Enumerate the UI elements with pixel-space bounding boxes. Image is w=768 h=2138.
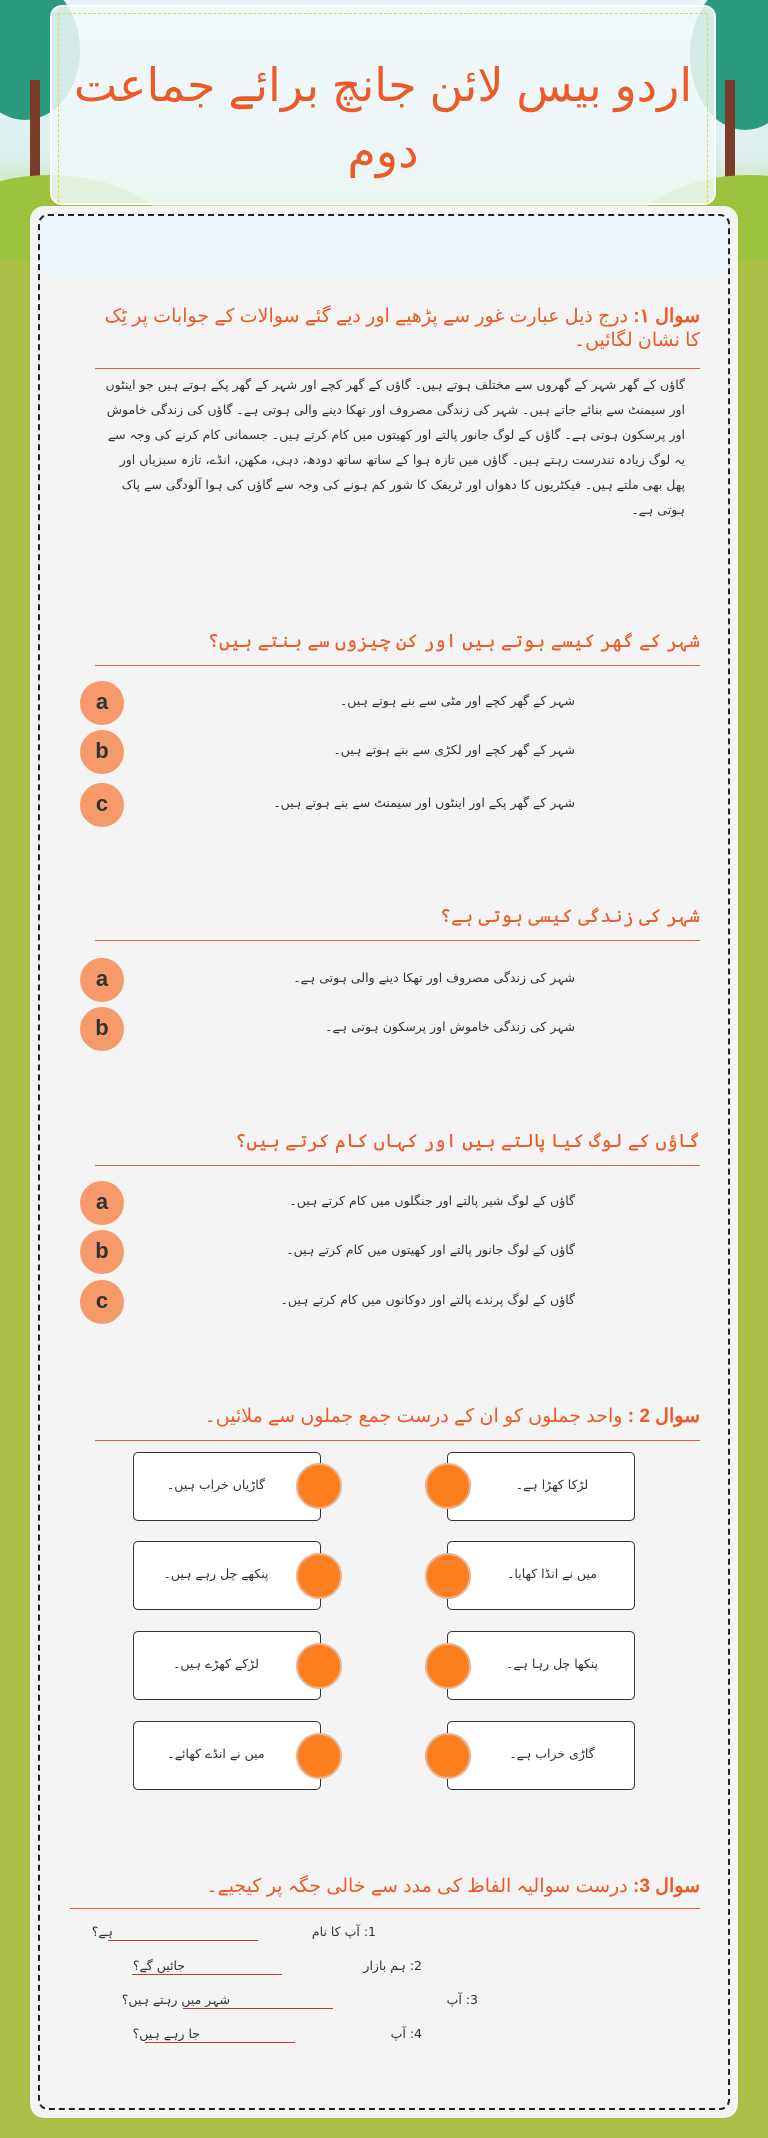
fill-blank-2: 2: ہم بازار جائیں گے؟ <box>132 1958 422 1973</box>
option-letter: b <box>80 730 124 774</box>
reading-passage: گاؤں کے گھر شہر کے گھروں سے مختلف ہوتے ہیں۔ گاؤں کے گھر کچے اور شہر کے گھر پکے ہوتے ہیں جو اینٹوں اور سیمنٹ سے بنائے جاتے ہیں۔ شہر کی زندگی مصروف اور تھکا دینے والی ہوتی ہے۔ گاؤں کی زندگی خاموش اور پرسکون ہوتی ہے۔ گاؤں کے لوگ جانور پالتے اور کھیتوں میں کام کرتے ہیں۔ جسمانی کام کرنے کی وجہ سے یہ لوگ زیادہ تندرست رہتے ہیں۔ گاؤں میں تازہ ہوا کے ساتھ ساتھ دودھ، دہی، مکھن، انڈے، تازہ سبزیاں اور پھل بھی ملتے ہیں۔ فیکٹریوں کا دھواں اور ٹریفک کا شور کم ہونے کی وجہ سے گاؤں کی ہوا آلودگی سے پاک ہوتی ہے۔ <box>105 377 685 517</box>
match-right-4: گاڑی خراب ہے۔ <box>447 1721 635 1790</box>
fill-blank-4: 4: آپ جا رہے ہیں؟ <box>132 2026 422 2041</box>
match-left-3: لڑکے کھڑے ہیں۔ <box>133 1631 321 1700</box>
option-3b[interactable] <box>80 1230 680 1274</box>
match-right-2: میں نے انڈا کھایا۔ <box>447 1541 635 1610</box>
match-dot-left-4[interactable] <box>296 1733 342 1779</box>
option-letter: b <box>80 1007 124 1051</box>
divider <box>95 368 700 369</box>
option-text: شہر کے گھر کچے اور لکڑی سے بنے ہوتے ہیں۔ <box>333 742 575 757</box>
option-1c[interactable] <box>80 783 680 827</box>
option-text: گاؤں کے لوگ جانور پالتے اور کھیتوں میں کام کرتے ہیں۔ <box>286 1242 575 1257</box>
match-left-4: میں نے انڈے کھائے۔ <box>133 1721 321 1790</box>
match-left-1: گاڑیاں خراب ہیں۔ <box>133 1452 321 1521</box>
option-text: گاؤں کے لوگ پرندے پالتے اور دوکانوں میں کام کرتے ہیں۔ <box>280 1292 575 1307</box>
section2-heading: سوال 2 : واحد جملوں کو ان کے درست جمع جملوں سے ملائیں۔ <box>204 1406 700 1427</box>
question-2: شہر کی زندگی کیسی ہوتی ہے؟ <box>439 906 700 927</box>
option-letter: a <box>80 958 124 1002</box>
blank-input-3[interactable] <box>183 2008 333 2009</box>
option-text: شہر کے گھر کچے اور مٹی سے بنے ہوتے ہیں۔ <box>339 693 575 708</box>
fill-blank-3: 3: آپ شہر میں رہتے ہیں؟ <box>121 1992 478 2007</box>
match-dot-right-1[interactable] <box>425 1463 471 1509</box>
header-banner <box>50 5 716 205</box>
section3-heading: سوال 3: درست سوالیہ الفاظ کی مدد سے خالی جگہ پر کیجیے۔ <box>206 1876 700 1897</box>
match-dot-left-1[interactable] <box>296 1463 342 1509</box>
match-right-3: پنکھا چل رہا ہے۔ <box>447 1631 635 1700</box>
match-dot-left-2[interactable] <box>296 1553 342 1599</box>
option-1b[interactable] <box>80 730 680 774</box>
option-letter: c <box>80 1280 124 1324</box>
option-2b[interactable] <box>80 1007 680 1051</box>
option-letter: c <box>80 783 124 827</box>
option-2a[interactable] <box>80 958 680 1002</box>
section1-heading: سوال ۱: درج ذیل عبارت غور سے پڑھیے اور دیے گئے سوالات کے جوابات پر ٹِک کا نشان لگائیں۔ <box>104 306 700 351</box>
option-3c[interactable] <box>80 1280 680 1324</box>
option-text: شہر کے گھر پکے اور اینٹوں اور سیمنٹ سے بنے ہوتے ہیں۔ <box>273 795 575 810</box>
question-1: شہر کے گھر کیسے ہوتے ہیں اور کن چیزوں سے بنتے ہیں؟ <box>207 631 700 652</box>
option-letter: a <box>80 681 124 725</box>
question-3: گاؤں کے لوگ کیا پالتے ہیں اور کہاں کام کرتے ہیں؟ <box>235 1131 700 1152</box>
match-dot-right-3[interactable] <box>425 1643 471 1689</box>
option-3a[interactable] <box>80 1181 680 1225</box>
match-dot-right-4[interactable] <box>425 1733 471 1779</box>
option-1a[interactable] <box>80 681 680 725</box>
match-dot-right-2[interactable] <box>425 1553 471 1599</box>
fill-blank-1: 1: آپ کا نام ہے؟ <box>91 1924 376 1939</box>
option-text: شہر کی زندگی مصروف اور تھکا دینے والی ہوتی ہے۔ <box>293 970 575 985</box>
match-dot-left-3[interactable] <box>296 1643 342 1689</box>
match-right-1: لڑکا کھڑا ہے۔ <box>447 1452 635 1521</box>
option-text: گاؤں کے لوگ شیر پالتے اور جنگلوں میں کام کرتے ہیں۔ <box>289 1193 575 1208</box>
option-text: شہر کی زندگی خاموش اور پرسکون ہوتی ہے۔ <box>325 1019 575 1034</box>
blank-input-1[interactable] <box>108 1940 258 1941</box>
match-left-2: پنکھے چل رہے ہیں۔ <box>133 1541 321 1610</box>
blank-input-2[interactable] <box>132 1974 282 1975</box>
option-letter: b <box>80 1230 124 1274</box>
blank-input-4[interactable] <box>145 2042 295 2043</box>
option-letter: a <box>80 1181 124 1225</box>
page-title: اردو بیس لائن جانچ برائے جماعت دوم <box>73 59 693 177</box>
